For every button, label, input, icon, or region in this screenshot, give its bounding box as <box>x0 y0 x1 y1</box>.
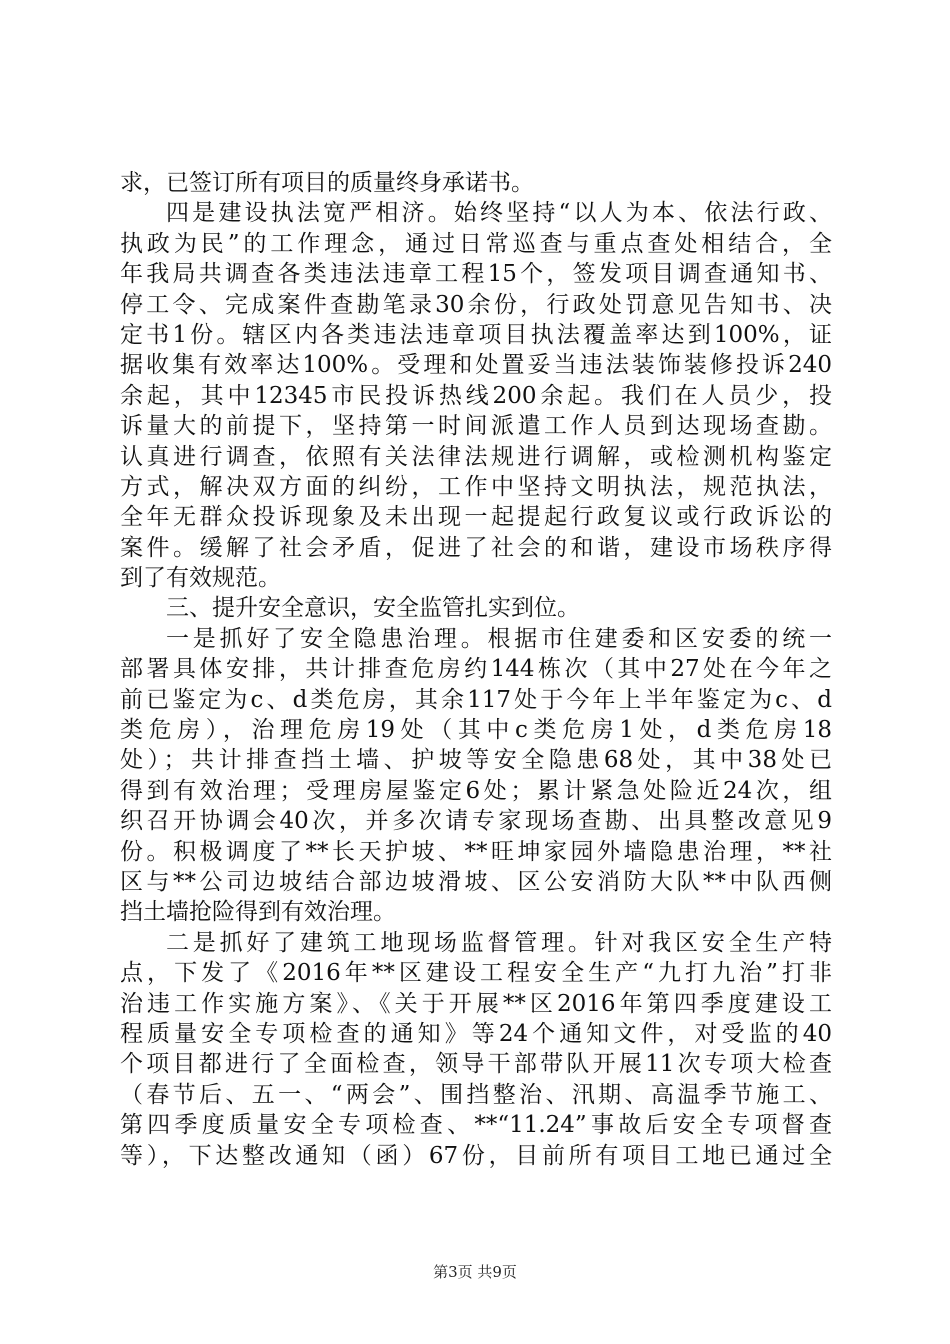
text-line: 余起，其中12345市民投诉热线200余起。我们在人员少，投 <box>120 382 832 409</box>
text-line: 定书1份。辖区内各类违法违章项目执法覆盖率达到100%，证 <box>120 321 832 348</box>
text-line: 四是建设执法宽严相济。始终坚持“以人为本、依法行政、 <box>166 200 832 227</box>
text-line: 处）；共计排查挡土墙、护坡等安全隐患68处，其中38处已 <box>120 747 832 774</box>
text-line: 等），下达整改通知（函）67份，目前所有项目工地已通过全 <box>120 1142 832 1169</box>
text-line: 挡土墙抢险得到有效治理。 <box>120 899 396 926</box>
text-line: 前已鉴定为c、d类危房，其余117处于今年上半年鉴定为c、d <box>120 686 832 713</box>
text-line: 部署具体安排，共计排查危房约144栋次（其中27处在今年之 <box>120 656 832 683</box>
text-line: 到了有效规范。 <box>120 565 281 592</box>
text-line: 程质量安全专项检查的通知》等24个通知文件，对受监的40 <box>120 1020 832 1047</box>
text-line: 二是抓好了建筑工地现场监督管理。针对我区安全生产特 <box>166 929 832 956</box>
text-line: 治违工作实施方案》、《关于开展**区2016年第四季度建设工 <box>120 990 832 1017</box>
text-line: 执政为民”的工作理念，通过日常巡查与重点查处相结合，全 <box>120 230 832 257</box>
text-line: 求，已签订所有项目的质量终身承诺书。 <box>120 170 534 196</box>
text-line: 类危房），治理危房19处（其中c类危房1处，d类危房18 <box>120 717 832 744</box>
text-line: 年我局共调查各类违法违章工程15个，签发项目调查通知书、 <box>120 261 832 288</box>
text-line: 织召开协调会40次，并多次请专家现场查勘、出具整改意见9 <box>120 808 832 835</box>
text-line: 案件。缓解了社会矛盾，促进了社会的和谐，建设市场秩序得 <box>120 534 832 561</box>
text-line: 诉量大的前提下，坚持第一时间派遣工作人员到达现场查勘。 <box>120 413 832 440</box>
text-line: 方式，解决双方面的纠纷，工作中坚持文明执法，规范执法， <box>120 473 832 500</box>
text-line: 据收集有效率达100%。受理和处置妥当违法装饰装修投诉240 <box>120 352 832 379</box>
document-body <box>120 168 832 1171</box>
text-line: 第四季度质量安全专项检查、**“11.24”事故后安全专项督查 <box>120 1112 832 1139</box>
text-line: （春节后、五一、“两会”、围挡整治、汛期、高温季节施工、 <box>120 1081 832 1108</box>
text-line: 三、提升安全意识，安全监管扎实到位。 <box>166 595 580 622</box>
text-line: 区与**公司边坡结合部边坡滑坡、区公安消防大队**中队西侧 <box>120 868 832 895</box>
text-line: 一是抓好了安全隐患治理。根据市住建委和区安委的统一 <box>166 625 832 652</box>
text-line: 份。积极调度了**长天护坡、**旺坤家园外墙隐患治理，**社 <box>120 838 832 865</box>
text-line: 停工令、完成案件查勘笔录30余份，行政处罚意见告知书、决 <box>120 291 832 318</box>
text-line: 全年无群众投诉现象及未出现一起提起行政复议或行政诉讼的 <box>120 504 832 531</box>
text-line: 认真进行调查，依照有关法律法规进行调解，或检测机构鉴定 <box>120 443 832 470</box>
text-line: 得到有效治理；受理房屋鉴定6处；累计紧急处险近24次，组 <box>120 777 832 804</box>
text-line: 点，下发了《2016年**区建设工程安全生产“九打九治”打非 <box>120 960 832 987</box>
page-footer: 第3页 共9页 <box>433 1263 517 1281</box>
text-line: 个项目都进行了全面检查，领导干部带队开展11次专项大检查 <box>120 1051 832 1078</box>
